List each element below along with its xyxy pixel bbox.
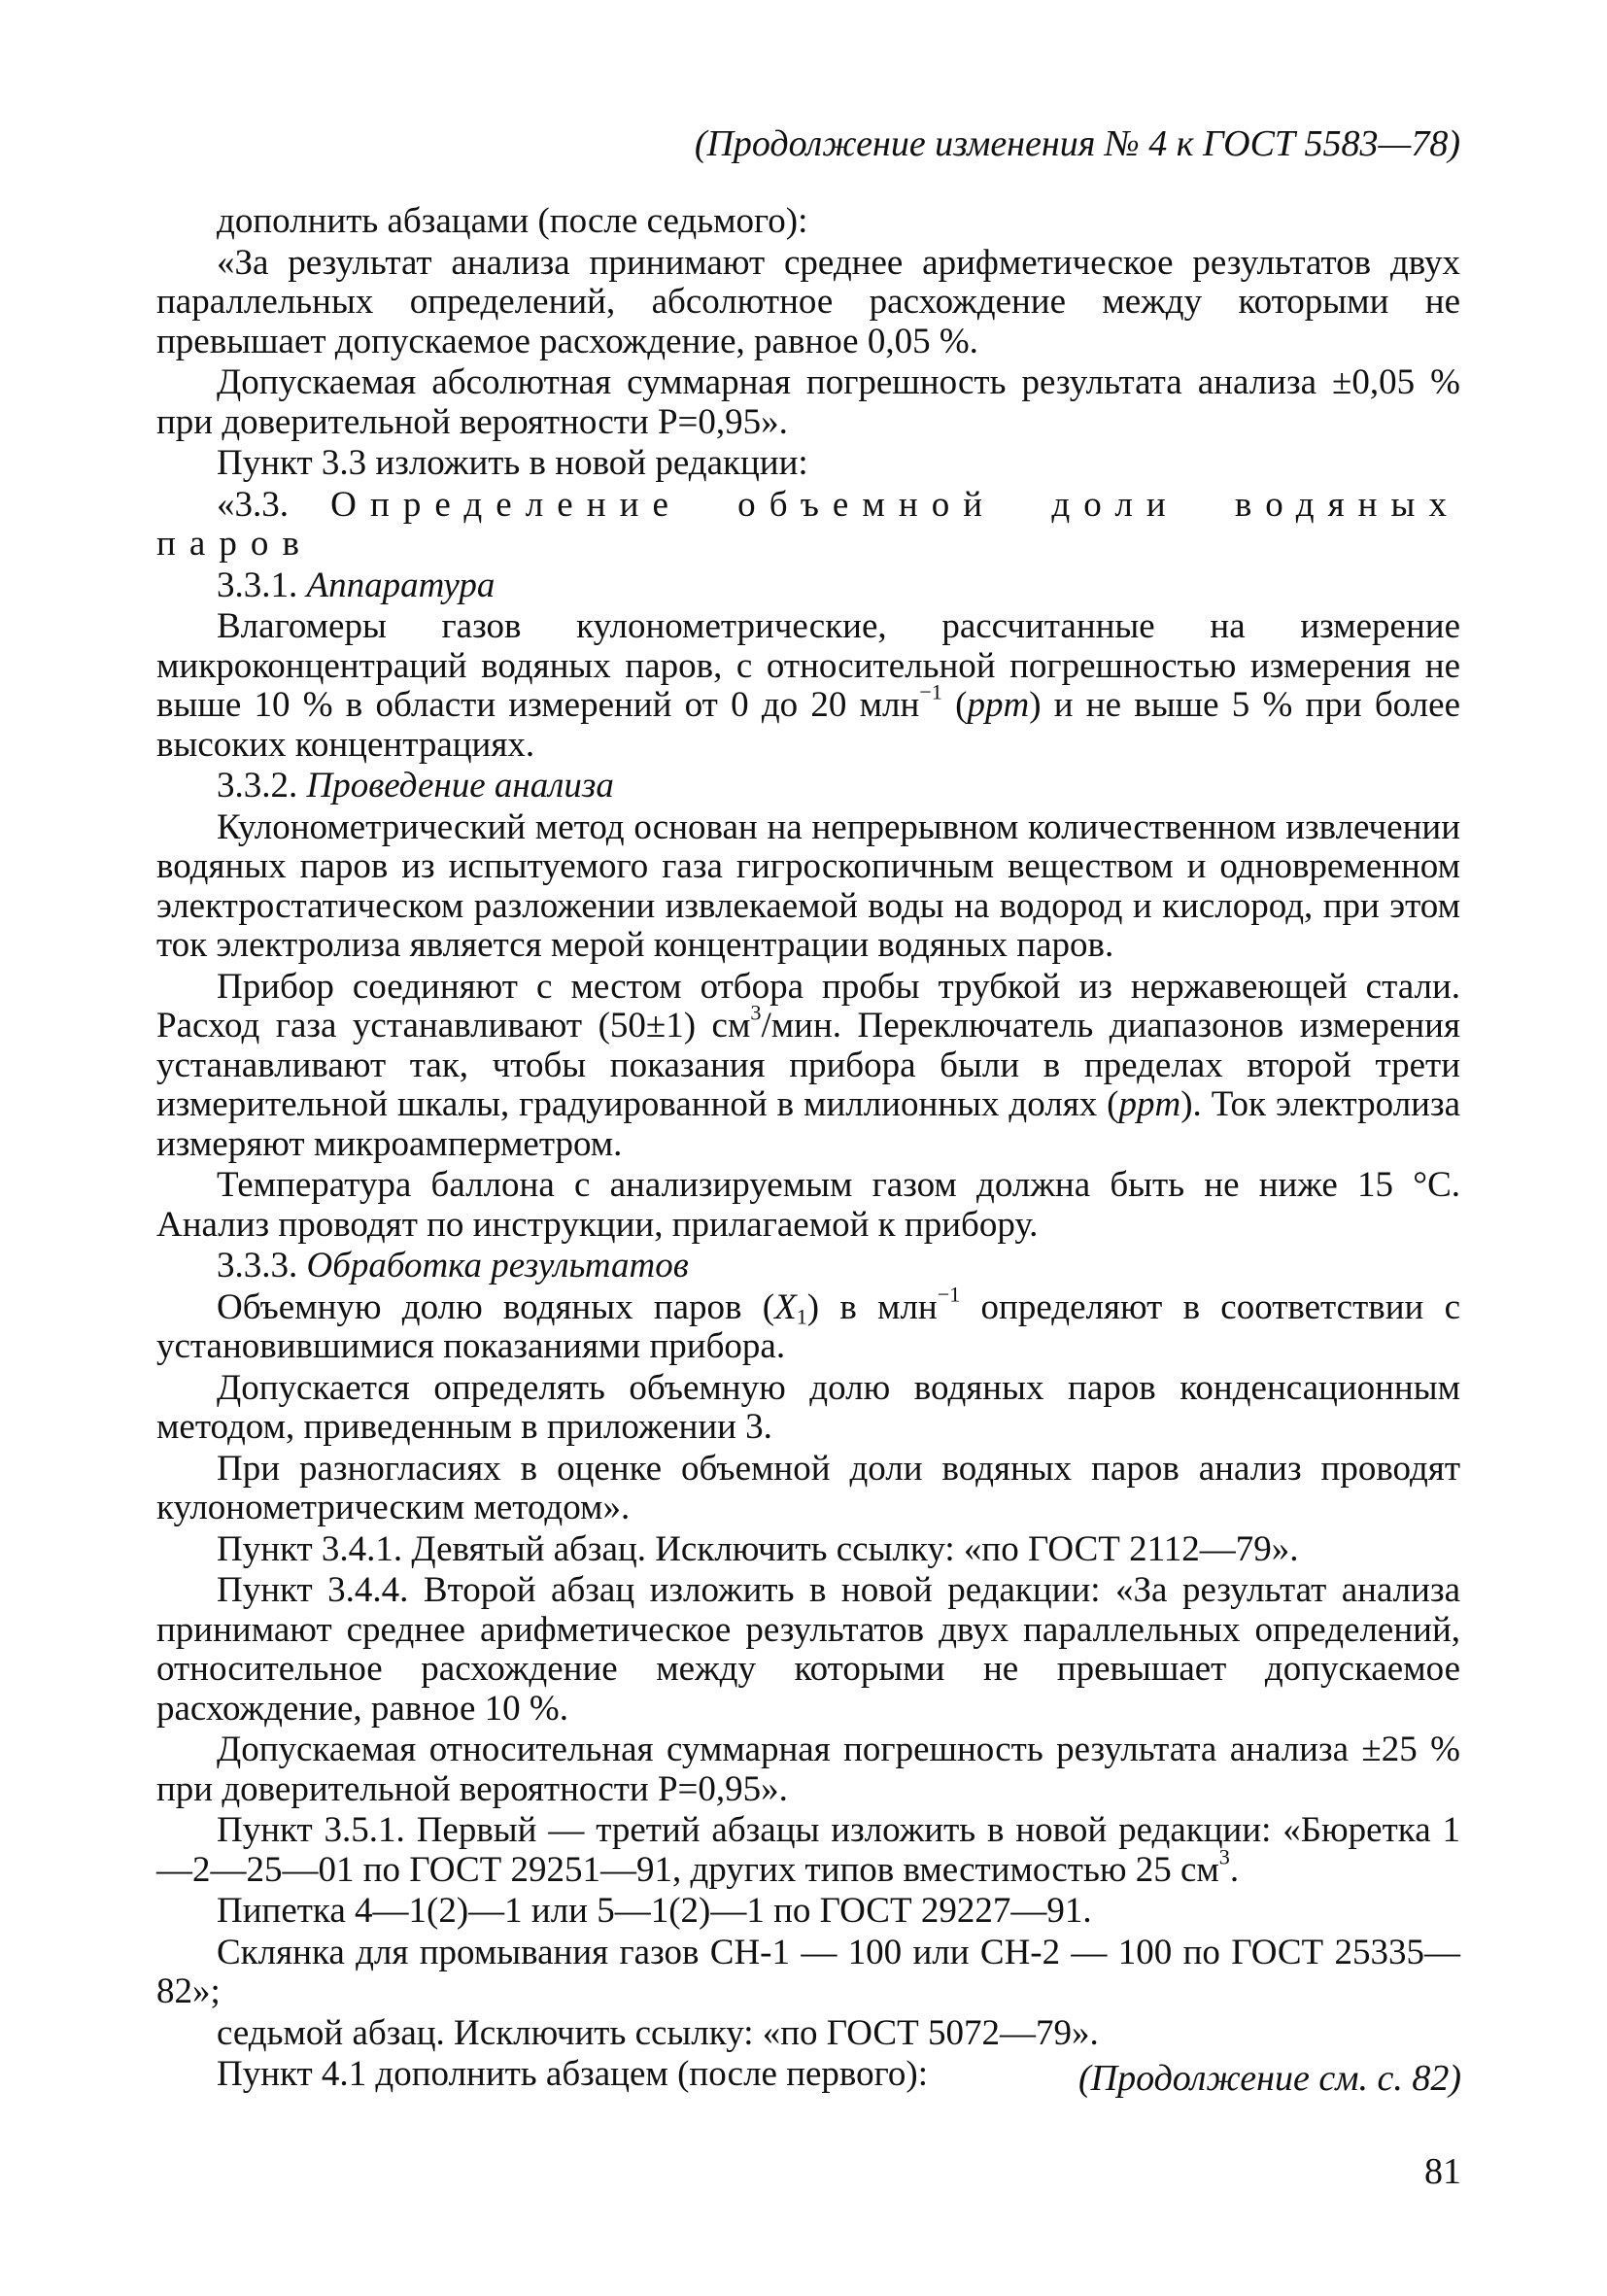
paragraph: Влагомеры газов кулонометрические, рассчитанные на измерение микроконцентраций водяных паров, с относительной погрешностью измерения не выше 10 % в области измерений от 0 до 20 млн$^{-1}$ (ppm) и не выше 5 % при более высоких концентрациях.: [156, 606, 1460, 765]
subsection-title: Аппаратура: [306, 565, 496, 605]
subsection-number: 3.3.2.: [217, 766, 298, 805]
section-number: «3.3.: [217, 484, 289, 525]
text-run: Объемную долю водяных паров (: [217, 1286, 775, 1327]
paragraph: Кулонометрический метод основан на непрерывном количественном извлечении водяных паров из испытуемого газа гигроскопичным веществом и одновременном электростатическом разложении извлекаемой воды на водород и кислород, при этом ток электролиза является мерой концентрации водяных паров.: [156, 806, 1460, 965]
superscript: 3: [750, 1000, 762, 1025]
paragraph: Пункт 3.3 изложить в новой редакции:: [217, 443, 808, 483]
page-number: 81: [1424, 2151, 1461, 2192]
paragraph: [156, 1281, 1460, 1367]
paragraph: Пункт 3.4.4. Второй абзац изложить в новой редакции: «За результат анализа принимают среднее арифметическое результатов двух параллельных определений, относительное расхождение между которыми не превышает допускаемое расхождение, равное 10 %.: [156, 1570, 1460, 1729]
text-run: /мин. Переключатель диапазонов измерения устанавливают так, чтобы показания прибора были в пределах второй трети измерительной шкалы, градуированной в миллионных долях (: [156, 1006, 1461, 1124]
superscript: 3: [1218, 1843, 1230, 1868]
subsection-heading: [156, 767, 1460, 806]
document-page: [156, 120, 1460, 2097]
unit-ppm: ppm: [967, 685, 1030, 725]
paragraph: Пункт 4.1 дополнить абзацем (после первого):: [217, 2054, 928, 2094]
text-run: определяют в соответствии с установившимися показаниями прибора.: [156, 1286, 1460, 1366]
paragraph: [156, 968, 1460, 1165]
text-run: и не выше 5 % при более высоких концентрациях.: [156, 685, 1460, 765]
paragraph: Пипетка 4—1(2)—1 или 5—1(2)—1 по ГОСТ 29227—91.: [217, 1891, 1092, 1931]
section-heading: [156, 486, 1460, 565]
paragraph: Допускается определять объемную долю водяных паров конденсационным методом, приведенным в приложении 3.: [156, 1367, 1460, 1447]
paragraph: дополнить абзацами (после седьмого):: [217, 201, 808, 241]
paragraph: Склянка для промывания газов СН-1 — 100 или СН-2 — 100 по ГОСТ 25335—82»;: [156, 1932, 1460, 2011]
paragraph: Пункт 3.4.1. Девятый абзац. Исключить ссылку: «по ГОСТ 2112—79».: [217, 1528, 1299, 1569]
text-run: Влагомеры газов кулонометрические, рассчитанные на измерение микроконцентраций водяных паров, с относительной погрешностью измерения не выше 10 % в области измерений от 0 до 20 млн: [156, 606, 1460, 725]
subsection-title: Обработка результатов: [306, 1246, 689, 1285]
unit-ppm: ppm: [1118, 1084, 1181, 1124]
text-run: Пункт 3.5.1. Первый — третий абзацы изложить в новой редакции: «Бюретка 1—2—25—01 по ГОСТ 29251—91, других типов вместимостью 25 см: [156, 1810, 1460, 1890]
paragraph: При разногласиях в оценке объемной доли водяных паров анализ проводят кулонометрическим методом».: [156, 1448, 1460, 1527]
section-title: Определение объемной доли водяных паров: [156, 484, 1461, 564]
superscript: −1: [937, 1281, 961, 1306]
subsection-title: Проведение анализа: [306, 766, 614, 805]
continuation-note: (Продолжение см. с. 82): [1077, 2058, 1461, 2099]
subsection-heading: [156, 566, 1460, 606]
paragraph: седьмой абзац. Исключить ссылку: «по ГОСТ 5072—79».: [217, 2012, 1099, 2053]
document-body: [156, 202, 1460, 2095]
paragraph: Допускаемая абсолютная суммарная погрешность результата анализа ±0,05 % при доверительной вероятности P=0,95».: [156, 362, 1460, 442]
text-run: ). Ток электролиза измеряют микроамперметром.: [156, 1084, 1460, 1164]
paragraph: Температура баллона с анализируемым газом должна быть не ниже 15 °С. Анализ проводят по инструкции, прилагаемой к прибору.: [156, 1165, 1460, 1245]
subsection-heading: [156, 1247, 1460, 1286]
text-run: .: [1229, 1849, 1240, 1890]
page-header: (Продолжение изменения № 4 к ГОСТ 5583—78): [694, 123, 1460, 164]
paragraph: Допускаемая относительная суммарная погрешность результата анализа ±25 % при доверительной вероятности P=0,95».: [156, 1730, 1460, 1809]
paragraph: «За результат анализа принимают среднее арифметическое результатов двух параллельных определений, абсолютное расхождение между которыми не превышает допускаемое расхождение, равное 0,05 %.: [156, 242, 1460, 361]
text-run: ) в млн: [806, 1286, 938, 1327]
text-run: Прибор соединяют с местом отбора пробы трубкой из нержавеющей стали. Расход газа устанавливают (50±1) см: [156, 966, 1460, 1045]
variable-x: X: [774, 1286, 797, 1327]
paragraph: [156, 1811, 1460, 1890]
subscript: 1: [796, 1304, 807, 1329]
superscript: −1: [919, 679, 942, 704]
subsection-number: 3.3.1.: [217, 565, 298, 605]
subsection-number: 3.3.3.: [217, 1246, 298, 1285]
